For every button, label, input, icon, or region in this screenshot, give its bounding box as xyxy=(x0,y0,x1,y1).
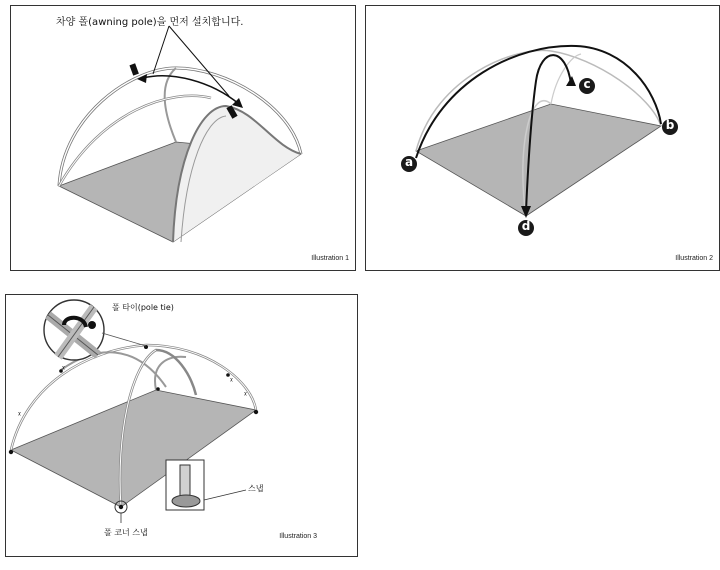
snap-zoom-base xyxy=(172,495,200,507)
pole-tie-callout-line xyxy=(102,333,146,346)
corner-dot-front xyxy=(119,505,123,509)
illustration-2-panel xyxy=(365,5,720,271)
corner-dot-left xyxy=(9,450,13,454)
pointer-line-1 xyxy=(153,26,169,74)
illustration-1-caption: Illustration 1 xyxy=(311,255,349,262)
tie-mark-3: ᵡ xyxy=(230,376,233,385)
awning-pole-arrow xyxy=(143,76,239,104)
pole-order-drawing xyxy=(366,6,720,272)
tent-pole-back xyxy=(165,68,176,142)
snap-callout-line xyxy=(204,490,246,500)
illustration-2-caption: Illustration 2 xyxy=(675,255,713,262)
illustration-3-panel xyxy=(5,294,358,557)
point-a-label: a xyxy=(404,155,414,169)
illustration-1-panel xyxy=(10,5,356,271)
pole-tie-zoom-knot xyxy=(88,321,96,329)
ghost-arch-3 xyxy=(551,54,581,104)
joint-dot-2 xyxy=(156,387,160,391)
tie-mark-1: ᵡ xyxy=(18,410,21,419)
awning-arch xyxy=(173,106,301,242)
corner-dot-right xyxy=(254,410,258,414)
tent-awning-drawing xyxy=(11,6,357,272)
pointer-line-2 xyxy=(169,26,229,96)
point-d-label: d xyxy=(521,219,531,233)
snap-label: 스냅 xyxy=(248,484,264,493)
tent-floor xyxy=(416,104,661,216)
corner-snap-label: 폴 코너 스냅 xyxy=(104,528,148,537)
illustration-3-caption: Illustration 3 xyxy=(279,533,317,540)
point-c-label: c xyxy=(583,77,591,91)
pole-tie-label: 폴 타이(pole tie) xyxy=(112,303,174,312)
tie-mark-2: ᵡ xyxy=(62,364,65,373)
tent-floor xyxy=(11,390,256,507)
tie-mark-4: ᵡ xyxy=(244,390,247,399)
point-b-label: b xyxy=(665,118,675,132)
pole-clip-left xyxy=(129,63,138,75)
awning-pole-note: 차양 폴(awning pole)을 먼저 설치합니다. xyxy=(56,17,244,28)
arrowhead-c xyxy=(566,76,576,86)
pole-back-arch xyxy=(155,357,186,390)
pole-tie-snap-drawing xyxy=(6,295,359,558)
